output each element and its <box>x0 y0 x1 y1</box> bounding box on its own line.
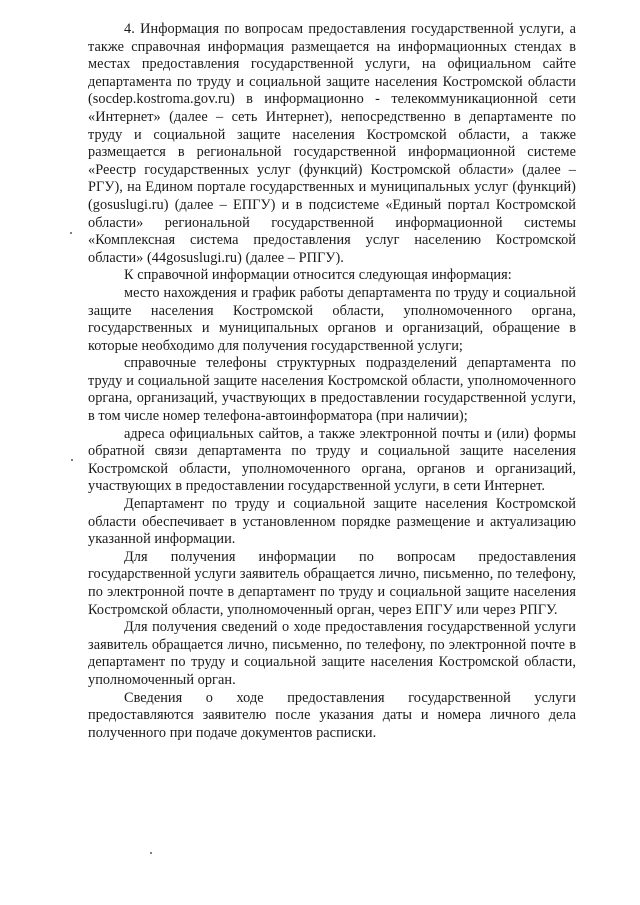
paragraph-website-addresses: адреса официальных сайтов, а также электронной почты и (или) формы обратной связи департамента по труду и социальной защите населения Костромской области, уполномоченного органа, органов и организаций, участвующих в предоставлении государственной услуги, в сети Интернет. <box>88 425 576 495</box>
paragraph-reference-info-intro: К справочной информации относится следующая информация: <box>124 267 512 284</box>
scan-speck <box>150 852 152 854</box>
paragraph-reference-phones: справочные телефоны структурных подразделений департамента по труду и социальной защите населения Костромской области, уполномоченного органа, организаций, участвующих в предоставлении государственной услуги, в том числе номер телефона-автоинформатора (при наличии); <box>88 355 576 425</box>
paragraph-department-provides: Департамент по труду и социальной защите населения Костромской области обеспечивает в установленном порядке размещение и актуализацию указанной информации. <box>88 496 576 548</box>
paragraph-progress-info: Для получения сведений о ходе предоставления государственной услуги заявитель обращается лично, письменно, по телефону, по электронной почте в департамент по труду и социальной защите населения Костромской области, уполномоченный орган. <box>88 619 576 688</box>
scan-speck <box>71 459 73 461</box>
paragraph-progress-details: Сведения о ходе предоставления государственной услуги предоставляются заявителю после указания даты и номера личного дела полученного при подаче документов расписки. <box>88 689 576 741</box>
paragraph-information-placement: 4. Информация по вопросам предоставления государственной услуги, а также справочная информация размещается на информационных стендах в местах предоставления государственной услуги, на официальном сайте департамента по труду и социальной защите населения Костромской области (socdep.kostroma.gov.ru) в информационно - телекоммуникационной сети «Интернет» (далее – сеть Интернет), непосредственно в департаменте по труду и социальной защите населения Костромской области, а также размещается в региональной государственной информационной системе «Реестр государственных услуг (функций) Костромской области» (далее – РГУ), на Едином портале государственных и муниципальных услуг (функций) (gosuslugi.ru) (далее – ЕПГУ) и в подсистеме «Единый портал Костромской области» региональной государственной информационной системы «Комплексная система предоставления услуг населению Костромской области» (44gosuslugi.ru) (далее – РПГУ). <box>88 21 576 266</box>
document-page <box>88 21 576 742</box>
paragraph-location-schedule: место нахождения и график работы департамента по труду и социальной защите населения Костромской области, уполномоченного органа, государственных и муниципальных органов и организаций, обращение в которые необходимо для получения государственной услуги; <box>88 284 576 354</box>
paragraph-how-to-get-info: Для получения информации по вопросам предоставления государственной услуги заявитель обращается лично, письменно, по телефону, по электронной почте в департамент по труду и социальной защите населения Костромской области, уполномоченный орган, через ЕПГУ или через РПГУ. <box>88 548 576 618</box>
scan-speck <box>70 232 72 234</box>
